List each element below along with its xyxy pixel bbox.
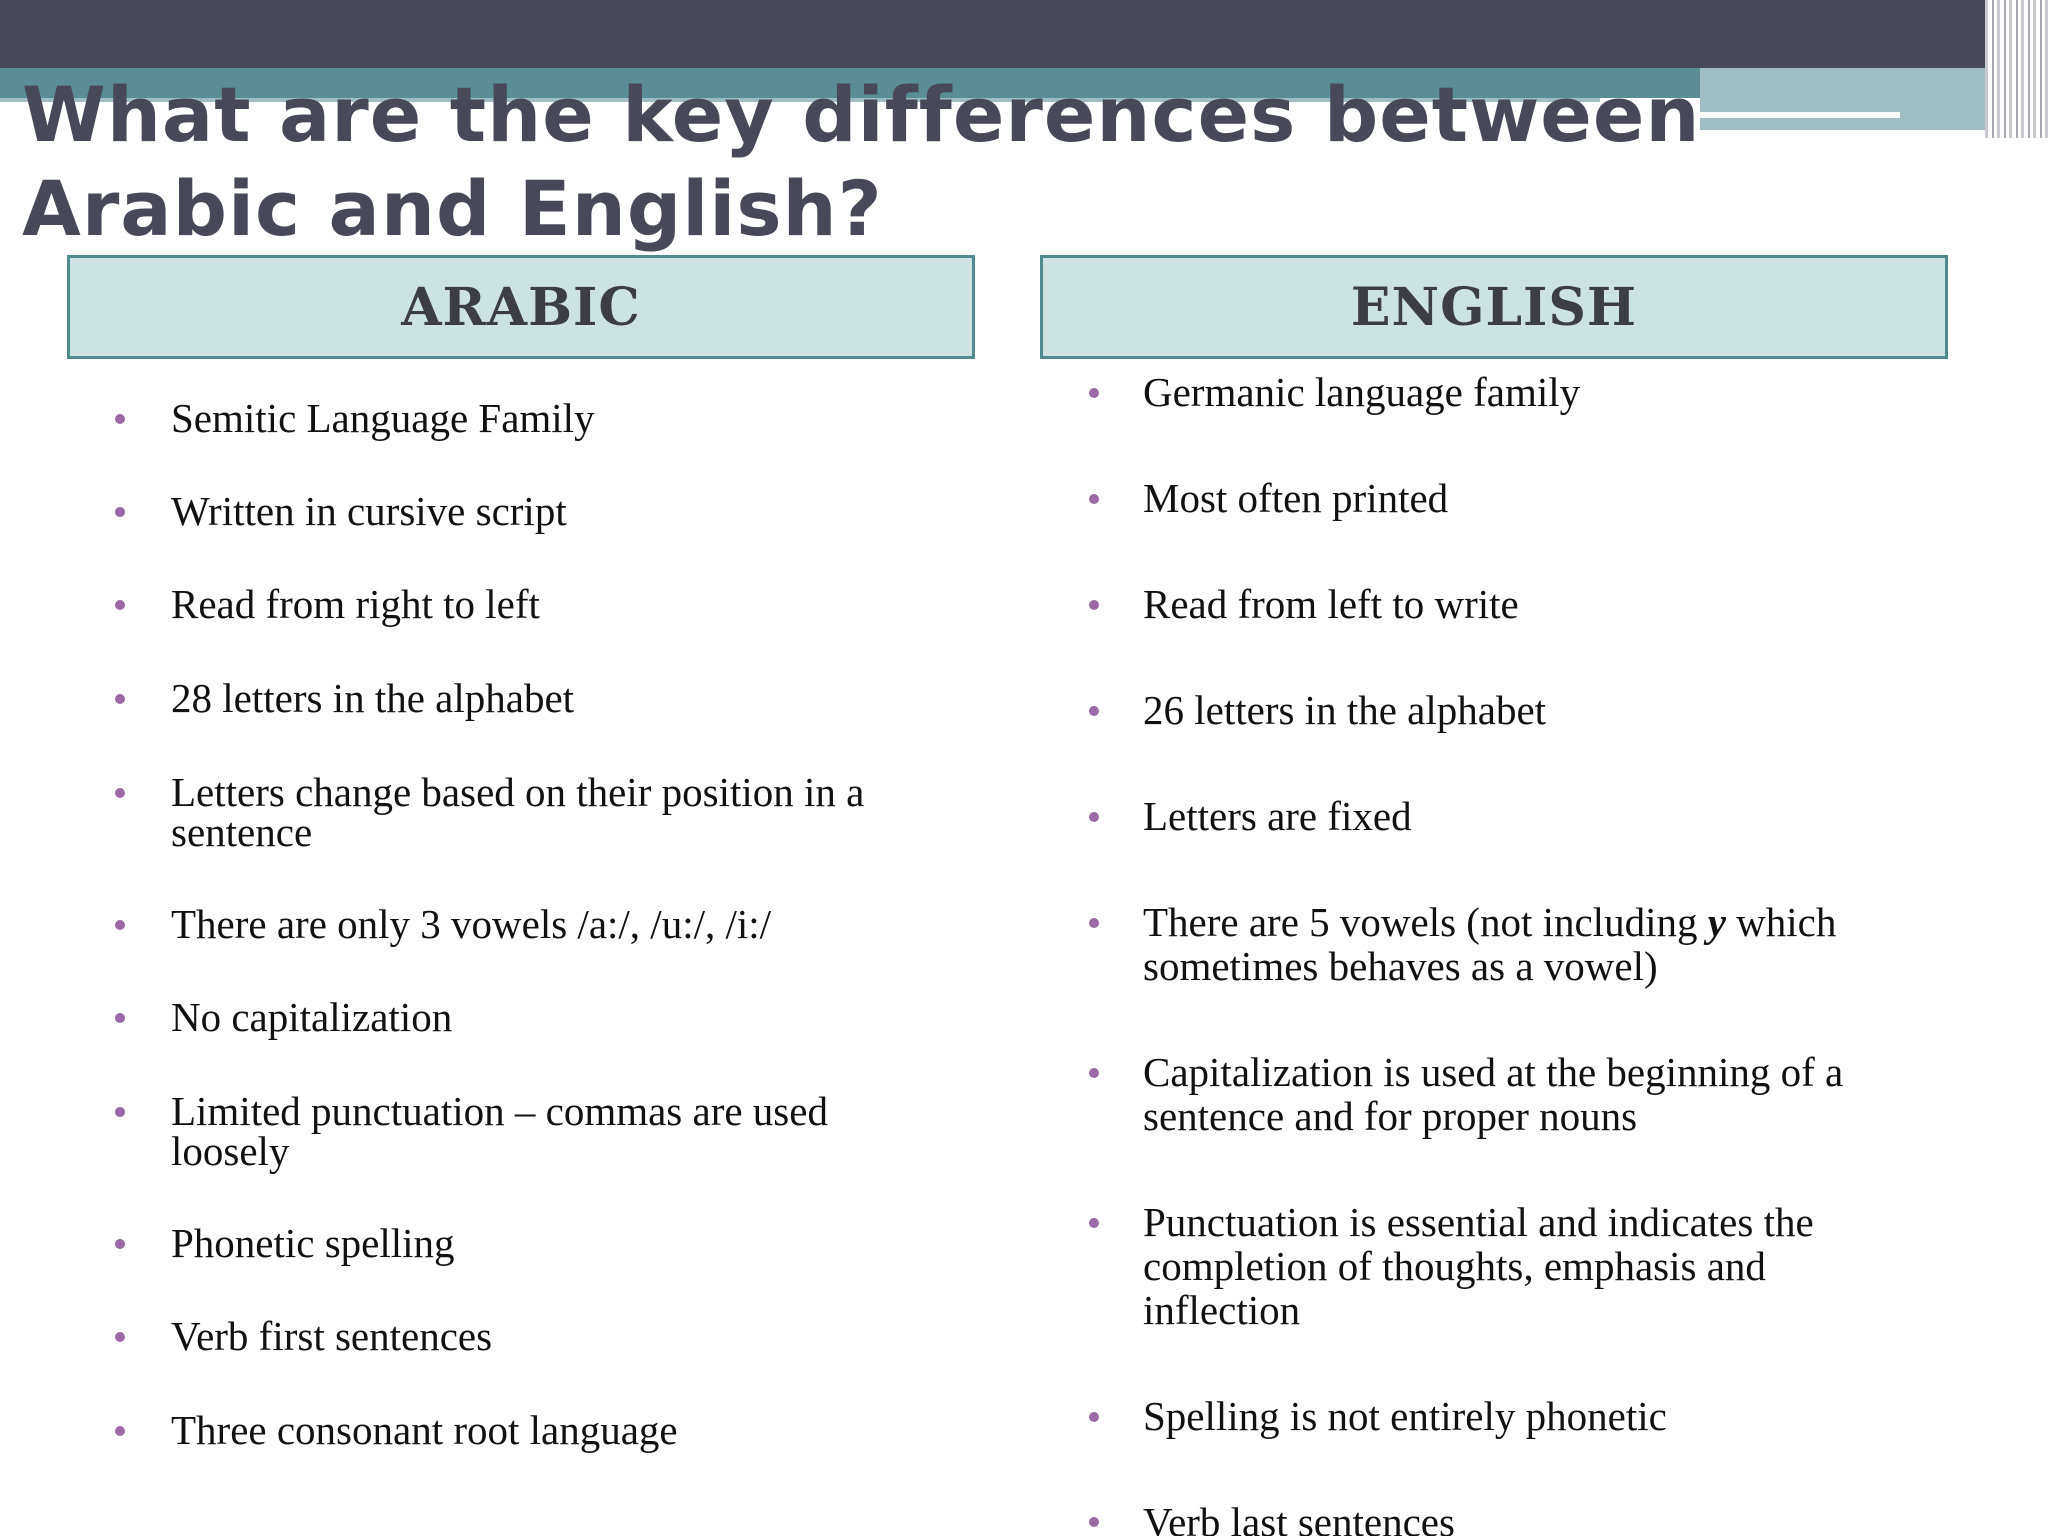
bullet-icon (115, 1239, 125, 1249)
list-item: 26 letters in the alphabet (1143, 687, 1547, 733)
bullet-icon (115, 1332, 125, 1342)
list-item: Spelling is not entirely phonetic (1143, 1393, 1667, 1439)
list-item: Most often printed (1143, 475, 1449, 521)
list-item: Verb last sentences (1143, 1499, 1455, 1536)
list-item: Verb first sentences (171, 1313, 493, 1359)
list-item: Limited punctuation – commas are used loosely (171, 1088, 828, 1174)
bullet-icon (1089, 388, 1099, 398)
bullet-icon (1089, 812, 1099, 822)
slide-title: What are the key differences between Arabic and English? (22, 70, 1701, 253)
bullet-icon (1089, 1218, 1099, 1228)
bullet-icon (1089, 494, 1099, 504)
list-item: Letters are fixed (1143, 793, 1412, 839)
top-banner (0, 0, 2048, 68)
list-item: Punctuation is essential and indicates the completion of thoughts, emphasis and inflection (1143, 1199, 1814, 1333)
list-item: Capitalization is used at the beginning of a sentence and for proper nouns (1143, 1049, 1844, 1139)
list-item: There are only 3 vowels /a:/, /u:/, /i:/ (171, 901, 772, 947)
list-item: Read from left to write (1143, 581, 1519, 627)
english-column-header: ENGLISH (1040, 255, 1948, 359)
list-item: 28 letters in the alphabet (171, 675, 575, 721)
bullet-icon (1089, 918, 1099, 928)
bullet-icon (1089, 600, 1099, 610)
bullet-icon (115, 694, 125, 704)
list-item: Semitic Language Family (171, 395, 595, 441)
list-item: Read from right to left (171, 581, 540, 627)
list-item: No capitalization (171, 994, 453, 1040)
bullet-icon (115, 507, 125, 517)
list-item: Germanic language family (1143, 369, 1581, 415)
bullet-icon (115, 1013, 125, 1023)
bullet-icon (1089, 1412, 1099, 1422)
bullet-icon (115, 788, 125, 798)
vertical-stripes-decoration (1985, 0, 2048, 138)
list-item: Letters change based on their position in a sentence (171, 769, 865, 855)
bullet-icon (1089, 1068, 1099, 1078)
bullet-icon (115, 920, 125, 930)
bullet-icon (115, 1426, 125, 1436)
bullet-icon (115, 414, 125, 424)
list-item: Phonetic spelling (171, 1220, 455, 1266)
bullet-icon (1089, 706, 1099, 716)
bullet-icon (115, 1107, 125, 1117)
bullet-icon (1089, 1517, 1099, 1527)
list-item: Written in cursive script (171, 488, 567, 534)
list-item: There are 5 vowels (not including y which sometimes behaves as a vowel) (1143, 899, 1837, 989)
list-item: Three consonant root language (171, 1407, 678, 1453)
bullet-icon (115, 600, 125, 610)
arabic-column-header: ARABIC (67, 255, 975, 359)
